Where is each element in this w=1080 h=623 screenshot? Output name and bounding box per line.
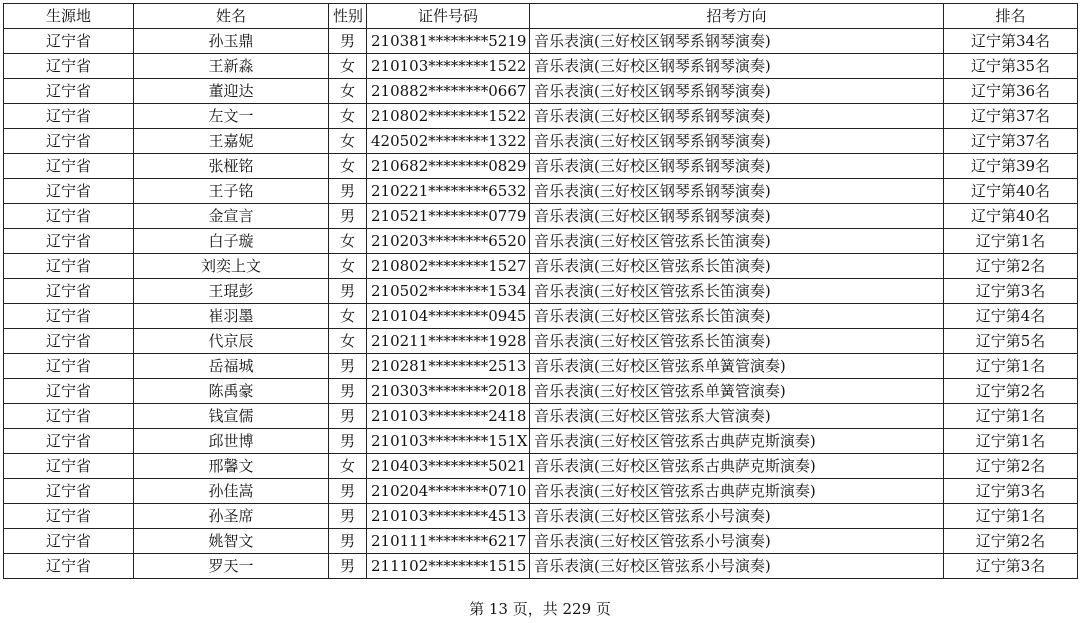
cell-id-number: 210882********0667 bbox=[367, 79, 530, 104]
cell-id-number: 210203********6520 bbox=[367, 229, 530, 254]
cell-id-number: 210281********2513 bbox=[367, 354, 530, 379]
header-direction: 招考方向 bbox=[530, 4, 944, 29]
table-row bbox=[4, 479, 1078, 504]
header-origin: 生源地 bbox=[4, 4, 134, 29]
cell-name: 姚智文 bbox=[134, 529, 329, 554]
cell-gender: 男 bbox=[329, 429, 367, 454]
cell-direction: 音乐表演(三好校区钢琴系钢琴演奏) bbox=[530, 29, 944, 54]
table-row bbox=[4, 304, 1078, 329]
cell-origin: 辽宁省 bbox=[4, 404, 134, 429]
table-row bbox=[4, 29, 1078, 54]
cell-gender: 女 bbox=[329, 229, 367, 254]
cell-name: 邢馨文 bbox=[134, 454, 329, 479]
cell-name: 岳福城 bbox=[134, 354, 329, 379]
cell-name: 孙圣席 bbox=[134, 504, 329, 529]
cell-rank: 辽宁第1名 bbox=[944, 404, 1078, 429]
cell-origin: 辽宁省 bbox=[4, 329, 134, 354]
cell-rank: 辽宁第39名 bbox=[944, 154, 1078, 179]
cell-name: 董迎达 bbox=[134, 79, 329, 104]
cell-direction: 音乐表演(三好校区钢琴系钢琴演奏) bbox=[530, 54, 944, 79]
cell-direction: 音乐表演(三好校区钢琴系钢琴演奏) bbox=[530, 104, 944, 129]
cell-id-number: 210221********6532 bbox=[367, 179, 530, 204]
table-row bbox=[4, 329, 1078, 354]
cell-gender: 女 bbox=[329, 129, 367, 154]
cell-origin: 辽宁省 bbox=[4, 379, 134, 404]
cell-id-number: 210802********1527 bbox=[367, 254, 530, 279]
cell-name: 王嘉妮 bbox=[134, 129, 329, 154]
cell-id-number: 210104********0945 bbox=[367, 304, 530, 329]
cell-direction: 音乐表演(三好校区管弦系古典萨克斯演奏) bbox=[530, 479, 944, 504]
cell-origin: 辽宁省 bbox=[4, 229, 134, 254]
cell-gender: 男 bbox=[329, 504, 367, 529]
table-row bbox=[4, 279, 1078, 304]
cell-rank: 辽宁第2名 bbox=[944, 379, 1078, 404]
table-row bbox=[4, 154, 1078, 179]
cell-name: 代京辰 bbox=[134, 329, 329, 354]
cell-id-number: 210103********2418 bbox=[367, 404, 530, 429]
cell-rank: 辽宁第37名 bbox=[944, 104, 1078, 129]
table-row bbox=[4, 404, 1078, 429]
cell-gender: 男 bbox=[329, 529, 367, 554]
cell-direction: 音乐表演(三好校区管弦系小号演奏) bbox=[530, 554, 944, 579]
cell-name: 钱宣儒 bbox=[134, 404, 329, 429]
cell-name: 孙佳嵩 bbox=[134, 479, 329, 504]
cell-rank: 辽宁第40名 bbox=[944, 179, 1078, 204]
cell-direction: 音乐表演(三好校区管弦系长笛演奏) bbox=[530, 254, 944, 279]
cell-id-number: 210403********5021 bbox=[367, 454, 530, 479]
cell-gender: 男 bbox=[329, 379, 367, 404]
cell-origin: 辽宁省 bbox=[4, 354, 134, 379]
cell-direction: 音乐表演(三好校区钢琴系钢琴演奏) bbox=[530, 79, 944, 104]
cell-origin: 辽宁省 bbox=[4, 29, 134, 54]
table-row bbox=[4, 429, 1078, 454]
table-row bbox=[4, 354, 1078, 379]
cell-direction: 音乐表演(三好校区管弦系单簧管演奏) bbox=[530, 354, 944, 379]
cell-gender: 男 bbox=[329, 279, 367, 304]
cell-origin: 辽宁省 bbox=[4, 429, 134, 454]
table-row bbox=[4, 529, 1078, 554]
cell-rank: 辽宁第37名 bbox=[944, 129, 1078, 154]
cell-direction: 音乐表演(三好校区钢琴系钢琴演奏) bbox=[530, 154, 944, 179]
cell-rank: 辽宁第40名 bbox=[944, 204, 1078, 229]
cell-id-number: 210502********1534 bbox=[367, 279, 530, 304]
cell-direction: 音乐表演(三好校区管弦系长笛演奏) bbox=[530, 329, 944, 354]
cell-rank: 辽宁第2名 bbox=[944, 254, 1078, 279]
cell-id-number: 420502********1322 bbox=[367, 129, 530, 154]
header-gender: 性别 bbox=[329, 4, 367, 29]
cell-id-number: 210381********5219 bbox=[367, 29, 530, 54]
table-header bbox=[4, 4, 1078, 29]
cell-name: 张桠铭 bbox=[134, 154, 329, 179]
cell-id-number: 210521********0779 bbox=[367, 204, 530, 229]
table-row bbox=[4, 254, 1078, 279]
cell-name: 白子璇 bbox=[134, 229, 329, 254]
table-row bbox=[4, 204, 1078, 229]
cell-gender: 女 bbox=[329, 154, 367, 179]
cell-rank: 辽宁第3名 bbox=[944, 554, 1078, 579]
cell-name: 左文一 bbox=[134, 104, 329, 129]
cell-origin: 辽宁省 bbox=[4, 479, 134, 504]
cell-gender: 男 bbox=[329, 204, 367, 229]
cell-id-number: 210204********0710 bbox=[367, 479, 530, 504]
cell-id-number: 211102********1515 bbox=[367, 554, 530, 579]
table-body bbox=[4, 29, 1078, 579]
cell-origin: 辽宁省 bbox=[4, 279, 134, 304]
cell-name: 王新淼 bbox=[134, 54, 329, 79]
cell-id-number: 210682********0829 bbox=[367, 154, 530, 179]
cell-name: 陈禹豪 bbox=[134, 379, 329, 404]
cell-rank: 辽宁第36名 bbox=[944, 79, 1078, 104]
cell-origin: 辽宁省 bbox=[4, 204, 134, 229]
cell-name: 金宣言 bbox=[134, 204, 329, 229]
table-row bbox=[4, 504, 1078, 529]
cell-direction: 音乐表演(三好校区钢琴系钢琴演奏) bbox=[530, 129, 944, 154]
table-row bbox=[4, 179, 1078, 204]
cell-gender: 男 bbox=[329, 554, 367, 579]
cell-rank: 辽宁第2名 bbox=[944, 454, 1078, 479]
cell-name: 崔羽墨 bbox=[134, 304, 329, 329]
cell-rank: 辽宁第3名 bbox=[944, 279, 1078, 304]
cell-origin: 辽宁省 bbox=[4, 304, 134, 329]
cell-direction: 音乐表演(三好校区管弦系单簧管演奏) bbox=[530, 379, 944, 404]
cell-rank: 辽宁第1名 bbox=[944, 229, 1078, 254]
cell-gender: 女 bbox=[329, 304, 367, 329]
header-id-number: 证件号码 bbox=[367, 4, 530, 29]
cell-id-number: 210211********1928 bbox=[367, 329, 530, 354]
cell-gender: 女 bbox=[329, 54, 367, 79]
cell-id-number: 210103********4513 bbox=[367, 504, 530, 529]
cell-gender: 女 bbox=[329, 329, 367, 354]
table-row bbox=[4, 379, 1078, 404]
table-row bbox=[4, 129, 1078, 154]
cell-origin: 辽宁省 bbox=[4, 554, 134, 579]
page-number: 第 13 页，共 229 页 bbox=[469, 600, 611, 618]
cell-rank: 辽宁第5名 bbox=[944, 329, 1078, 354]
cell-origin: 辽宁省 bbox=[4, 254, 134, 279]
cell-name: 刘奕上文 bbox=[134, 254, 329, 279]
cell-origin: 辽宁省 bbox=[4, 454, 134, 479]
cell-name: 王子铭 bbox=[134, 179, 329, 204]
cell-gender: 男 bbox=[329, 29, 367, 54]
cell-gender: 男 bbox=[329, 179, 367, 204]
cell-gender: 女 bbox=[329, 254, 367, 279]
header-rank: 排名 bbox=[944, 4, 1078, 29]
cell-origin: 辽宁省 bbox=[4, 179, 134, 204]
cell-origin: 辽宁省 bbox=[4, 54, 134, 79]
cell-id-number: 210802********1522 bbox=[367, 104, 530, 129]
cell-id-number: 210103********1522 bbox=[367, 54, 530, 79]
cell-rank: 辽宁第2名 bbox=[944, 529, 1078, 554]
cell-rank: 辽宁第3名 bbox=[944, 479, 1078, 504]
table-row bbox=[4, 554, 1078, 579]
cell-origin: 辽宁省 bbox=[4, 529, 134, 554]
cell-gender: 男 bbox=[329, 404, 367, 429]
cell-gender: 女 bbox=[329, 454, 367, 479]
cell-gender: 男 bbox=[329, 479, 367, 504]
cell-direction: 音乐表演(三好校区管弦系大管演奏) bbox=[530, 404, 944, 429]
cell-name: 罗天一 bbox=[134, 554, 329, 579]
admission-list-table bbox=[3, 3, 1078, 579]
cell-direction: 音乐表演(三好校区管弦系小号演奏) bbox=[530, 504, 944, 529]
cell-origin: 辽宁省 bbox=[4, 154, 134, 179]
cell-gender: 女 bbox=[329, 79, 367, 104]
cell-rank: 辽宁第1名 bbox=[944, 429, 1078, 454]
cell-origin: 辽宁省 bbox=[4, 129, 134, 154]
cell-direction: 音乐表演(三好校区管弦系长笛演奏) bbox=[530, 304, 944, 329]
header-name: 姓名 bbox=[134, 4, 329, 29]
cell-gender: 男 bbox=[329, 354, 367, 379]
cell-origin: 辽宁省 bbox=[4, 79, 134, 104]
cell-id-number: 210111********6217 bbox=[367, 529, 530, 554]
cell-origin: 辽宁省 bbox=[4, 104, 134, 129]
cell-id-number: 210103********151X bbox=[367, 429, 530, 454]
cell-direction: 音乐表演(三好校区管弦系长笛演奏) bbox=[530, 229, 944, 254]
cell-origin: 辽宁省 bbox=[4, 504, 134, 529]
cell-direction: 音乐表演(三好校区管弦系长笛演奏) bbox=[530, 279, 944, 304]
table-row bbox=[4, 79, 1078, 104]
cell-direction: 音乐表演(三好校区管弦系古典萨克斯演奏) bbox=[530, 454, 944, 479]
cell-name: 孙玉鼎 bbox=[134, 29, 329, 54]
table-row bbox=[4, 454, 1078, 479]
cell-direction: 音乐表演(三好校区管弦系古典萨克斯演奏) bbox=[530, 429, 944, 454]
cell-id-number: 210303********2018 bbox=[367, 379, 530, 404]
cell-direction: 音乐表演(三好校区管弦系小号演奏) bbox=[530, 529, 944, 554]
cell-rank: 辽宁第35名 bbox=[944, 54, 1078, 79]
cell-rank: 辽宁第1名 bbox=[944, 504, 1078, 529]
table-row bbox=[4, 229, 1078, 254]
cell-rank: 辽宁第4名 bbox=[944, 304, 1078, 329]
cell-name: 王琨彭 bbox=[134, 279, 329, 304]
cell-gender: 女 bbox=[329, 104, 367, 129]
header-row bbox=[4, 4, 1078, 29]
cell-direction: 音乐表演(三好校区钢琴系钢琴演奏) bbox=[530, 179, 944, 204]
table-row bbox=[4, 104, 1078, 129]
table-row bbox=[4, 54, 1078, 79]
cell-rank: 辽宁第1名 bbox=[944, 354, 1078, 379]
cell-name: 邱世博 bbox=[134, 429, 329, 454]
cell-rank: 辽宁第34名 bbox=[944, 29, 1078, 54]
cell-direction: 音乐表演(三好校区钢琴系钢琴演奏) bbox=[530, 204, 944, 229]
